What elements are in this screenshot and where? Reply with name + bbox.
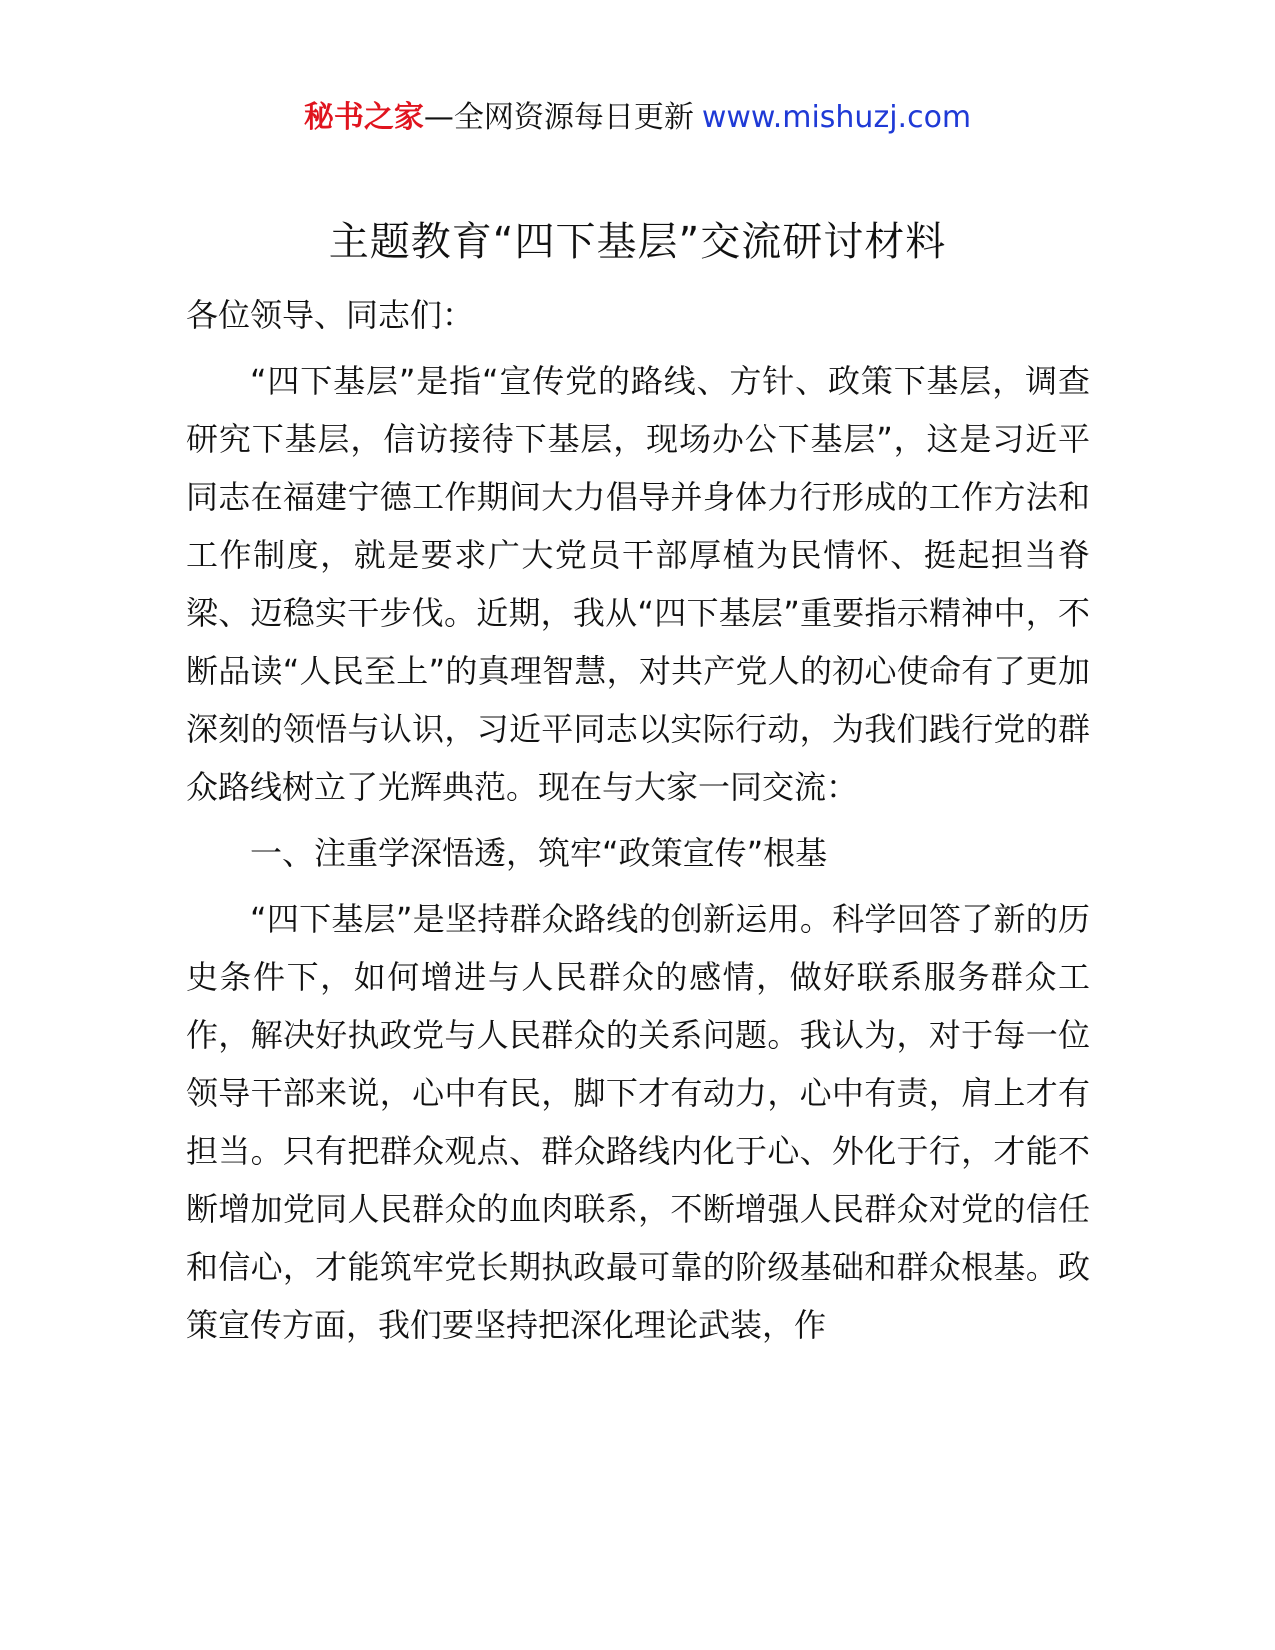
header-slogan: —全网资源每日更新 xyxy=(423,100,694,135)
document-body xyxy=(186,286,1090,1354)
brand-name: 秘书之家 xyxy=(303,100,424,135)
site-header xyxy=(0,96,1275,140)
salutation: 各位领导、同志们： xyxy=(186,296,475,334)
document-title: 主题教育“四下基层”交流研讨材料 xyxy=(328,219,947,265)
paragraph-section-1: “四下基层”是坚持群众路线的创新运用。科学回答了新的历史条件下，如何增进与人民群众的感情，做好联系服务群众工作，解决好执政党与人民群众的关系问题。我认为，对于每一位领导干部来说，心中有民，脚下才有动力，心中有责，肩上才有担当。只有把群众观点、群众路线内化于心、外化于行，才能不断增加党同人民群众的血肉联系，不断增强人民群众对党的信任和信心，才能筑牢党长期执政最可靠的阶级基础和群众根基。政策宣传方面，我们要坚持把深化理论武装，作 xyxy=(186,900,1090,1344)
site-url-link[interactable]: www.mishuzj.com xyxy=(701,100,972,135)
paragraph-intro: “四下基层”是指“宣传党的路线、方针、政策下基层，调查研究下基层，信访接待下基层，现场办公下基层”，这是习近平同志在福建宁德工作期间大力倡导并身体力行形成的工作方法和工作制度，就是要求广大党员干部厚植为民情怀、挺起担当脊梁、迈稳实干步伐。近期，我从“四下基层”重要指示精神中，不断品读“人民至上”的真理智慧，对共产党人的初心使命有了更加深刻的领悟与认识，习近平同志以实际行动，为我们践行党的群众路线树立了光辉典范。现在与大家一同交流： xyxy=(186,362,1090,806)
section-heading-1: 一、注重学深悟透，筑牢“政策宣传”根基 xyxy=(250,834,828,872)
